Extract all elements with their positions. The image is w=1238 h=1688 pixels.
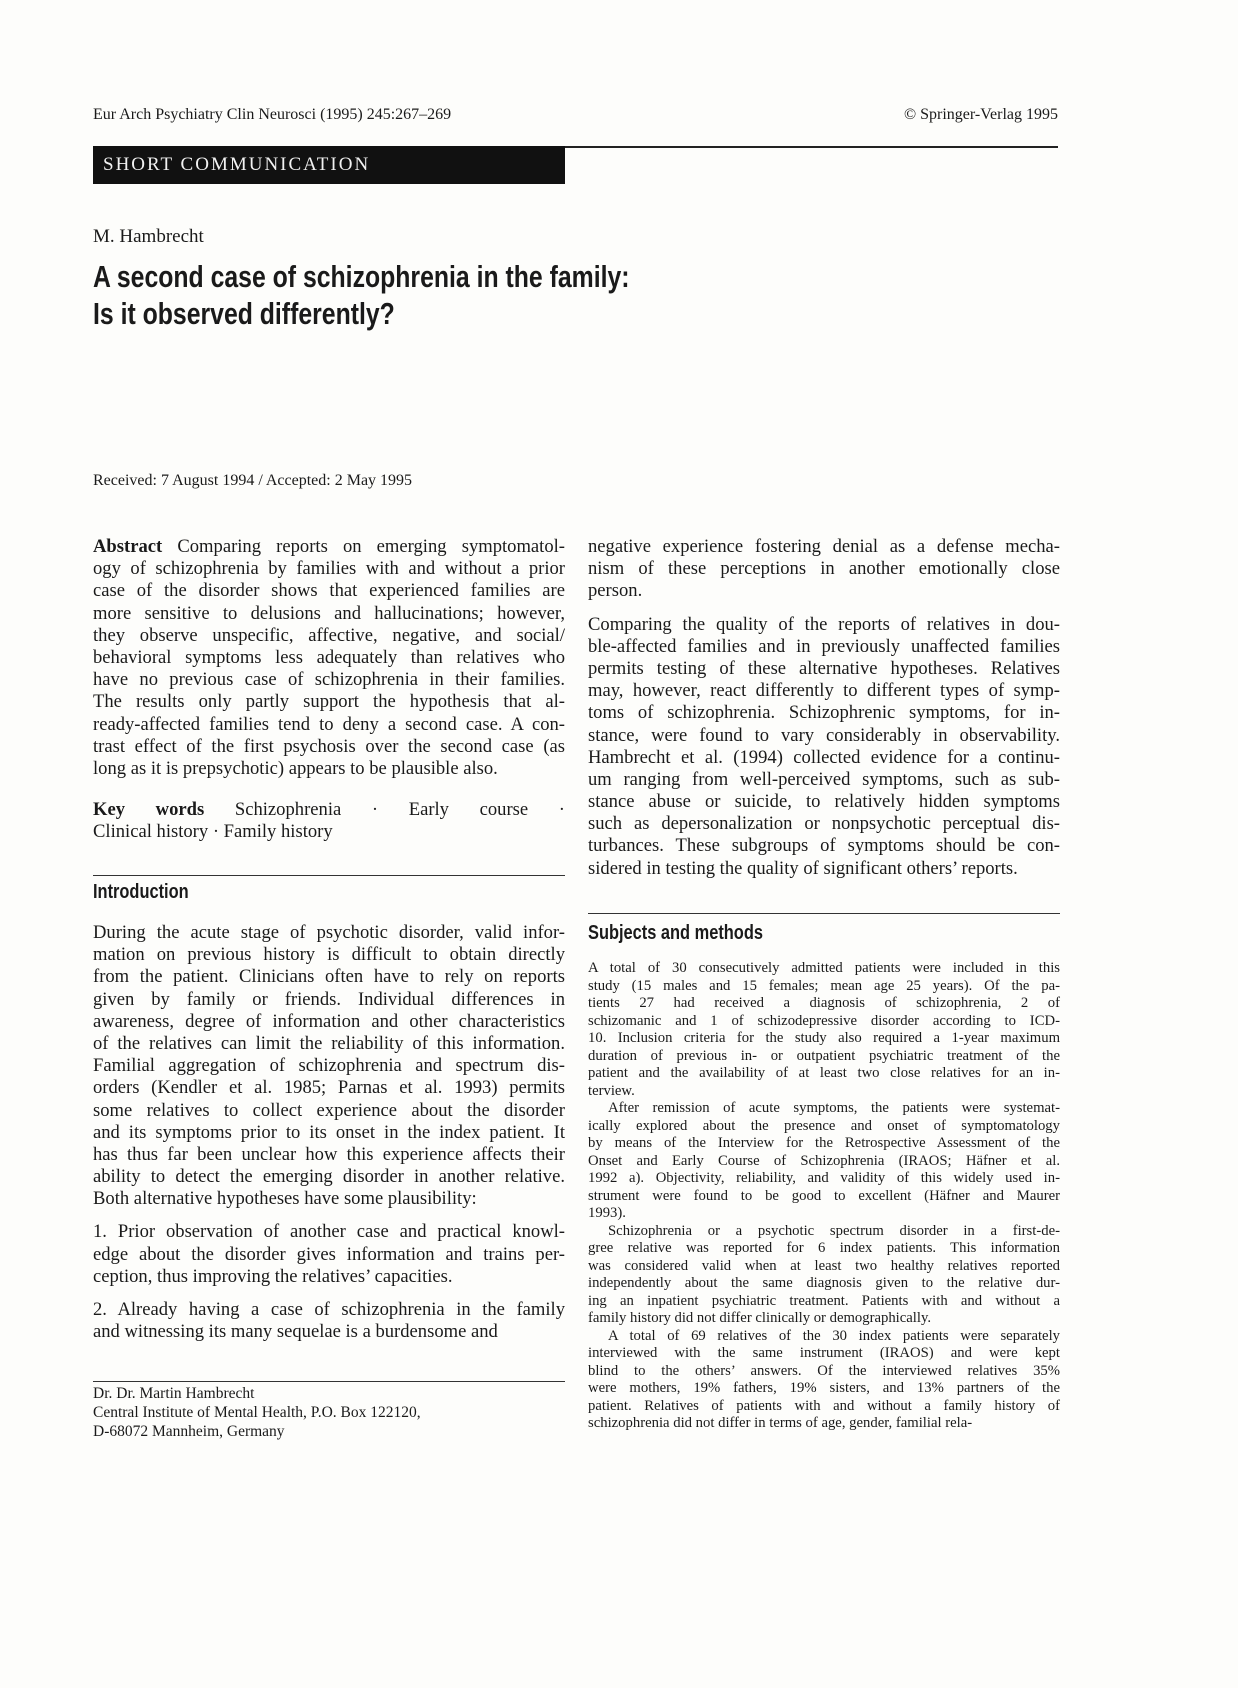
text-line — [93, 1321, 565, 1343]
line-text: stance, were found to vary considerably in observability. — [588, 724, 1060, 746]
line-text: Onset and Early Course of Schizophrenia (IRAOS; Häfner et al. — [588, 1152, 1060, 1169]
line-text: um ranging from well-perceived symptoms, such as sub- — [588, 768, 1060, 790]
footnote-rule — [93, 1381, 565, 1382]
text-line — [588, 1188, 1060, 1206]
line-text: case of the disorder shows that experienced families are — [93, 580, 565, 602]
line-text: study (15 males and 15 females; mean age 25 years). Of the pa- — [588, 977, 1060, 994]
line-text: ability to detect the emerging disorder in another relative. — [93, 1166, 565, 1188]
text-line — [588, 1310, 1060, 1328]
text-line — [93, 1077, 565, 1099]
line-text: given by family or friends. Individual differences in — [93, 988, 565, 1010]
header-rule — [565, 146, 1058, 148]
text-line — [588, 614, 1060, 636]
text-line — [588, 1223, 1060, 1241]
text-line — [588, 1328, 1060, 1346]
text-line — [93, 736, 565, 758]
line-text: negative experience fostering denial as a defense mecha- — [588, 536, 1060, 557]
text-line — [588, 1345, 1060, 1363]
author-address — [93, 1384, 565, 1441]
line-text: was considered valid when at least two healthy relatives reported — [588, 1257, 1060, 1274]
section-rule — [93, 875, 565, 876]
text-line — [588, 791, 1060, 813]
text-line — [588, 1415, 1060, 1433]
line-text: have no previous case of schizophrenia in their families. — [93, 669, 565, 691]
copyright: © Springer-Verlag 1995 — [903, 106, 1058, 123]
line-text: strument were found to be good to excellent (Häfner and Maurer — [588, 1187, 1060, 1204]
paragraph — [588, 536, 1060, 603]
text-line — [93, 1033, 565, 1055]
text-line — [588, 1363, 1060, 1381]
text-line — [93, 1055, 565, 1077]
line-text: ing an inpatient psychiatric treatment. Patients with and without a — [588, 1292, 1060, 1309]
line-text: awareness, degree of information and other characteristics — [93, 1010, 565, 1032]
line-text: 2. Already having a case of schizophrenia in the family — [93, 1299, 565, 1320]
paragraph — [588, 960, 1060, 1100]
text-line — [588, 1205, 1060, 1223]
received-dates: Received: 7 August 1994 / Accepted: 2 May 1995 — [93, 472, 413, 489]
text-line — [588, 1118, 1060, 1136]
line-text: 1. Prior observation of another case and practical knowl- — [93, 1221, 565, 1243]
text-line — [588, 725, 1060, 747]
section-heading-introduction: Introduction — [93, 881, 189, 903]
text-line — [588, 1258, 1060, 1276]
text-line — [588, 1030, 1060, 1048]
footnote-line: Central Institute of Mental Health, P.O. Box 122120, — [93, 1404, 421, 1421]
text-line — [588, 702, 1060, 724]
text-line — [93, 966, 565, 988]
line-text: and witnessing its many sequelae is a burdensome and — [93, 1321, 498, 1343]
text-line — [588, 636, 1060, 658]
paragraph — [588, 614, 1060, 880]
title-line: A second case of schizophrenia in the family: — [93, 259, 630, 294]
line-text: stance abuse or suicide, to relatively hidden symptoms — [588, 791, 1060, 813]
text-line — [588, 769, 1060, 791]
text-line — [93, 1122, 565, 1144]
lead-label: Abstract — [93, 536, 163, 557]
line-text: may, however, react differently to different types of symp- — [588, 680, 1060, 702]
keywords — [93, 799, 565, 854]
section-label: SHORT COMMUNICATION — [103, 154, 371, 175]
text-line — [588, 1135, 1060, 1153]
text-line — [588, 580, 1060, 602]
footnote-line: D-68072 Mannheim, Germany — [93, 1423, 285, 1440]
line-text: by means of the Interview for the Retrospective Assessment of the — [588, 1135, 1060, 1151]
text-line — [93, 1011, 565, 1033]
text-line — [93, 1221, 565, 1243]
line-text: ically explored about the presence and onset of symptomatology — [588, 1117, 1060, 1134]
text-line — [93, 821, 565, 843]
text-line — [93, 1166, 565, 1188]
line-text: Schizophrenia or a psychotic spectrum disorder in a first-de- — [608, 1222, 1060, 1239]
line-text: ready-affected families tend to deny a second case. A con- — [93, 713, 565, 735]
line-text: patient. Relatives of patients with and without a family history of — [588, 1397, 1060, 1414]
line-text: A total of 69 relatives of the 30 index patients were separately — [608, 1327, 1060, 1344]
paragraph — [93, 922, 565, 1210]
line-text: schizophrenia did not differ in terms of age, gender, familial rela- — [588, 1415, 973, 1431]
line-text: 1992 a). Objectivity, reliability, and validity of this widely used in- — [588, 1170, 1060, 1186]
text-line — [93, 625, 565, 647]
text-line — [588, 1153, 1060, 1171]
text-line — [588, 1100, 1060, 1118]
text-line — [588, 858, 1060, 880]
paragraph — [93, 799, 565, 843]
line-text: turbances. These subgroups of symptoms should be con- — [588, 835, 1060, 857]
text-line — [93, 714, 565, 736]
text-line — [588, 1013, 1060, 1031]
line-text: were mothers, 19% fathers, 19% sisters, and 13% partners of the — [588, 1380, 1060, 1396]
line-text: patient and the availability of at least two close relatives for an in- — [588, 1065, 1060, 1081]
text-line — [588, 1065, 1060, 1083]
line-text: After remission of acute symptoms, the patients were systemat- — [608, 1100, 1060, 1116]
line-text: schizomanic and 1 of schizodepressive disorder according to ICD- — [588, 1012, 1060, 1029]
line-text: long as it is prepsychotic) appears to be plausible also. — [93, 757, 498, 779]
text-line — [93, 1144, 565, 1166]
lead-label: Key words — [93, 799, 205, 820]
line-text: tients 27 had received a diagnosis of schizophrenia, 2 of — [588, 995, 1060, 1011]
line-text: A total of 30 consecutively admitted patients were included in this — [588, 960, 1060, 976]
introduction-continued — [588, 536, 1060, 891]
title-line: Is it observed differently? — [93, 296, 395, 331]
line-text: independently about the same diagnosis given to the relative dur- — [588, 1275, 1060, 1291]
paragraph — [93, 536, 565, 780]
line-text: family history did not differ clinically or demographically. — [588, 1310, 932, 1326]
text-line — [93, 603, 565, 625]
line-text: permits testing of these alternative hypotheses. Relatives — [588, 657, 1060, 679]
text-line — [588, 536, 1060, 558]
text-line — [93, 1188, 565, 1210]
text-line — [588, 680, 1060, 702]
text-line — [588, 747, 1060, 769]
line-text: Clinical history · Family history — [93, 821, 333, 843]
paragraph — [93, 1221, 565, 1288]
abstract — [93, 536, 565, 791]
line-text: such as depersonalization or nonpsychotic perceptual dis- — [588, 813, 1060, 835]
line-text: edge about the disorder gives information and trains per- — [93, 1243, 565, 1265]
text-line — [93, 647, 565, 669]
line-text: terview. — [588, 1082, 635, 1099]
journal-citation: Eur Arch Psychiatry Clin Neurosci (1995) 245:267–269 — [93, 106, 452, 123]
line-text: During the acute stage of psychotic disorder, valid infor- — [93, 922, 565, 943]
text-line — [588, 1170, 1060, 1188]
line-text: behavioral symptoms less adequately than relatives who — [93, 646, 565, 668]
text-line — [93, 989, 565, 1011]
author: M. Hambrecht — [93, 226, 204, 247]
line-text: ble-affected families and in previously unaffected families — [588, 635, 1060, 657]
text-line — [93, 558, 565, 580]
text-line — [93, 1266, 565, 1288]
text-line — [588, 1380, 1060, 1398]
section-heading-methods: Subjects and methods — [588, 922, 763, 944]
text-line — [93, 922, 565, 944]
line-text: more sensitive to delusions and hallucinations; however, — [93, 602, 565, 624]
text-line — [93, 944, 565, 966]
text-line — [93, 1299, 565, 1321]
text-line — [588, 995, 1060, 1013]
text-line — [93, 536, 565, 558]
text-line — [588, 558, 1060, 580]
text-line — [588, 1293, 1060, 1311]
paragraph — [588, 1223, 1060, 1328]
line-text: ception, thus improving the relatives’ capacities. — [93, 1265, 453, 1287]
line-text: sidered in testing the quality of significant others’ reports. — [588, 857, 1018, 879]
text-line — [588, 1240, 1060, 1258]
line-text: trast effect of the first psychosis over the second case (as — [93, 735, 565, 757]
text-line — [588, 978, 1060, 996]
text-line — [588, 960, 1060, 978]
text-line — [588, 1398, 1060, 1416]
line-text: ogy of schizophrenia by families with and without a prior — [93, 558, 565, 580]
paragraph — [588, 1100, 1060, 1223]
section-banner — [93, 146, 565, 184]
line-text: mation on previous history is difficult to obtain directly — [93, 944, 565, 966]
line-text: and its symptoms prior to its onset in the index patient. It — [93, 1121, 565, 1143]
section-rule — [588, 913, 1060, 914]
text-line — [93, 691, 565, 713]
paragraph — [93, 1299, 565, 1343]
line-text: interviewed with the same instrument (IRAOS) and were kept — [588, 1345, 1060, 1361]
line-text: orders (Kendler et al. 1985; Parnas et al. 1993) permits — [93, 1077, 565, 1099]
text-line — [588, 1275, 1060, 1293]
line-text: Comparing the quality of the reports of relatives in dou- — [588, 613, 1060, 635]
line-text: some relatives to collect experience about the disorder — [93, 1099, 565, 1121]
text-line — [93, 799, 565, 821]
line-text: Schizophrenia · Early course · — [234, 799, 565, 820]
text-line — [93, 758, 565, 780]
line-text: 1993). — [588, 1205, 626, 1221]
text-line — [93, 669, 565, 691]
line-text: of the relatives can limit the reliability of this information. — [93, 1032, 565, 1054]
line-text: Familial aggregation of schizophrenia and spectrum dis- — [93, 1055, 565, 1077]
footnote-line: Dr. Dr. Martin Hambrecht — [93, 1385, 255, 1402]
line-text: Both alternative hypotheses have some plausibility: — [93, 1188, 477, 1210]
text-line — [588, 1048, 1060, 1066]
line-text: Hambrecht et al. (1994) collected evidence for a continu- — [588, 746, 1060, 768]
line-text: Comparing reports on emerging symptomatol- — [177, 536, 566, 557]
text-line — [93, 1100, 565, 1122]
line-text: nism of these perceptions in another emotionally close — [588, 558, 1060, 580]
line-text: person. — [588, 580, 643, 602]
line-text: blind to the others’ answers. Of the interviewed relatives 35% — [588, 1362, 1060, 1379]
line-text: duration of previous in- or outpatient psychiatric treatment of the — [588, 1047, 1060, 1064]
line-text: 10. Inclusion criteria for the study also required a 1-year maximum — [588, 1030, 1060, 1046]
line-text: from the patient. Clinicians often have to rely on reports — [93, 966, 565, 988]
line-text: has thus far been unclear how this experience affects their — [93, 1143, 565, 1165]
line-text: gree relative was reported for 6 index patients. This information — [588, 1240, 1060, 1256]
text-line — [93, 580, 565, 602]
article-title — [93, 258, 630, 332]
text-line — [588, 658, 1060, 680]
methods-text — [588, 960, 1060, 1433]
text-line — [588, 1083, 1060, 1101]
text-line — [93, 1244, 565, 1266]
text-line — [588, 835, 1060, 857]
line-text: they observe unspecific, affective, negative, and social/ — [93, 624, 565, 646]
introduction-text — [93, 922, 565, 1354]
line-text: The results only partly support the hypothesis that al- — [93, 691, 565, 713]
paragraph — [588, 1328, 1060, 1433]
line-text: toms of schizophrenia. Schizophrenic symptoms, for in- — [588, 702, 1060, 724]
text-line — [588, 813, 1060, 835]
